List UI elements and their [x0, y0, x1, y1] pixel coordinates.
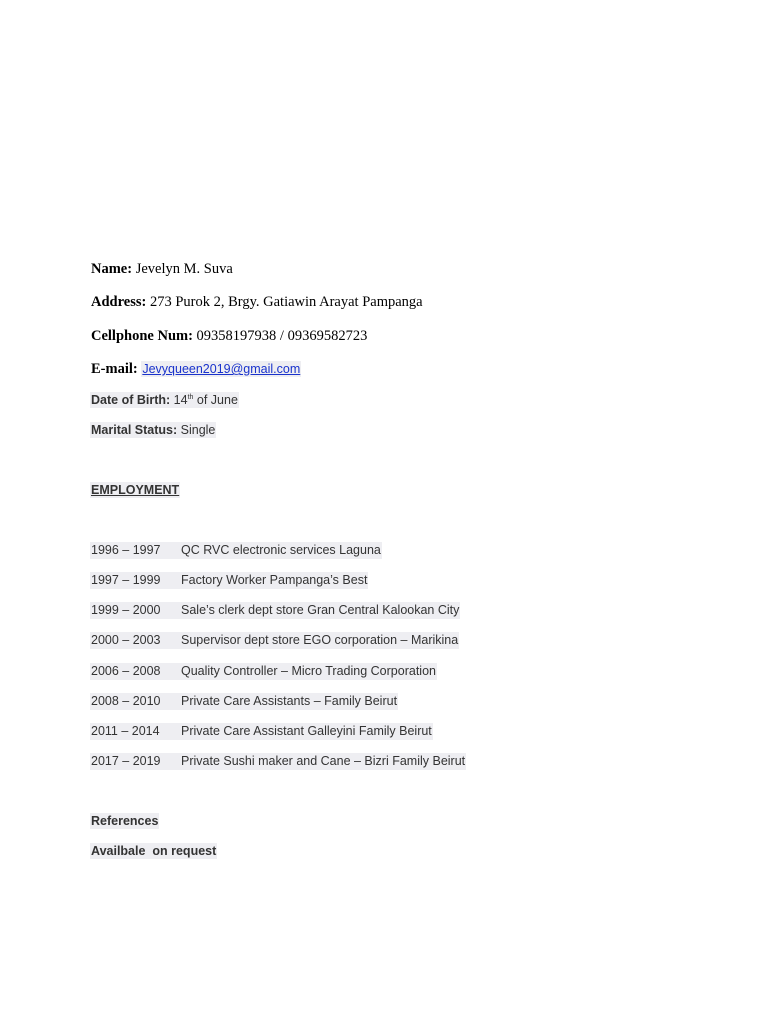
employment-row [90, 572, 368, 589]
email-link[interactable]: Jevyqueen2019@gmail.com [142, 362, 301, 376]
employment-description: Factory Worker Pampanga’s Best [181, 573, 368, 587]
employment-years: 2000 – 2003 [91, 633, 161, 647]
address-label: Address: [91, 294, 147, 310]
marital-highlight [90, 422, 216, 438]
employment-description: Quality Controller – Micro Trading Corporation [181, 664, 436, 678]
employment-row [90, 542, 382, 559]
address-value: 273 Purok 2, Brgy. Gatiawin Arayat Pampanga [149, 294, 423, 310]
dob-label: Date of Birth: [91, 393, 171, 407]
employment-row [90, 753, 466, 770]
marital-value: Single [180, 423, 216, 437]
name-label: Name: [91, 261, 133, 277]
employment-description: Private Care Assistants – Family Beirut [181, 694, 398, 708]
employment-years: 1999 – 2000 [91, 603, 161, 617]
marital-line [90, 422, 216, 439]
employment-years: 1996 – 1997 [91, 543, 161, 557]
employment-years: 2006 – 2008 [91, 664, 161, 678]
employment-heading: EMPLOYMENT [91, 483, 180, 497]
dob-highlight [90, 392, 239, 408]
dob-line [90, 392, 239, 409]
dob-suffix: th [187, 394, 194, 401]
employment-heading-line [90, 482, 180, 499]
name-value: Jevelyn M. Suva [135, 261, 233, 277]
employment-description: Private Sushi maker and Cane – Bizri Family Beirut [181, 754, 466, 768]
cellphone-line [91, 327, 367, 345]
employment-row [90, 723, 433, 740]
employment-years: 2008 – 2010 [91, 694, 161, 708]
email-line [91, 360, 301, 378]
address-line [91, 293, 423, 311]
references-heading: References [91, 814, 159, 828]
marital-label: Marital Status: [91, 423, 178, 437]
references-note-line [90, 843, 217, 860]
employment-row [90, 602, 460, 619]
cellphone-label: Cellphone Num: [91, 328, 193, 344]
employment-description: Supervisor dept store EGO corporation – Marikina [181, 633, 459, 647]
references-heading-line [90, 813, 159, 830]
dob-rest: of June [196, 393, 238, 407]
employment-description: Sale’s clerk dept store Gran Central Kalookan City [181, 603, 460, 617]
employment-years: 2011 – 2014 [91, 724, 160, 738]
employment-row [90, 632, 459, 649]
employment-years: 2017 – 2019 [91, 754, 161, 768]
name-line [91, 260, 233, 278]
cellphone-value: 09358197938 / 09369582723 [196, 328, 368, 344]
employment-row [90, 693, 398, 710]
employment-description: QC RVC electronic services Laguna [181, 543, 381, 557]
email-label: E-mail: [91, 361, 138, 377]
dob-day: 14 [173, 393, 188, 407]
employment-description: Private Care Assistant Galleyini Family Beirut [181, 724, 432, 738]
employment-years: 1997 – 1999 [91, 573, 161, 587]
employment-row [90, 663, 437, 680]
references-note: Availbale on request [91, 844, 217, 858]
